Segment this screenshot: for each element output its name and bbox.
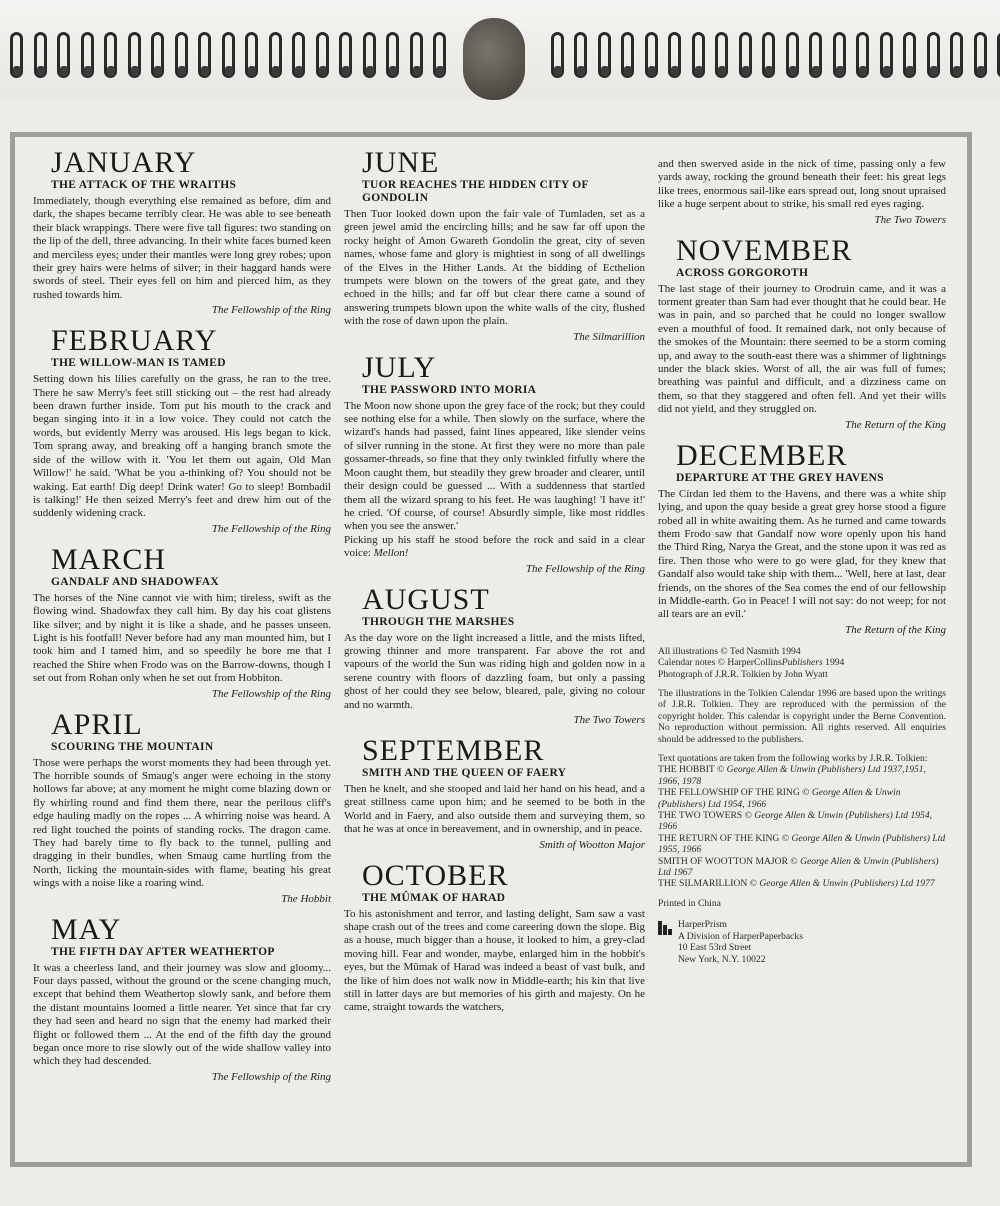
work-title: THE TWO TOWERS © (658, 810, 755, 822)
section-subtitle: DEPARTURE AT THE GREY HAVENS (676, 471, 884, 484)
punch-hole (272, 66, 280, 76)
section-subtitle: ACROSS GORGOROTH (676, 266, 809, 279)
punch-hole (953, 66, 961, 76)
work-title: THE HOBBIT © (658, 764, 727, 776)
punch-hole (225, 66, 233, 76)
credit-printed: Printed in China (658, 897, 721, 909)
work-publisher: George Allen & Unwin (Publishers) Ltd 1955, 1966 (658, 832, 946, 856)
punch-hole (765, 66, 773, 76)
punch-hole (554, 66, 562, 76)
punch-hole (37, 66, 45, 76)
publisher-line: New York, N.Y. 10022 (678, 953, 766, 965)
section-source: Smith of Wootton Major (539, 838, 645, 851)
section-subtitle: THE ATTACK OF THE WRAITHS (51, 179, 237, 191)
section-may (33, 912, 331, 1084)
section-march (33, 542, 331, 701)
punch-hole (624, 66, 632, 76)
harperprism-logo-icon (658, 921, 672, 935)
section-source: The Fellowship of the Ring (525, 562, 645, 575)
credit-calendar-notes-year: 1994 (822, 657, 845, 669)
section-text: The Círdan led them to the Havens, and there was a white ship lying, and upon the quay beside a great grey horse stood a figure robed all in white awaiting them. As he turned and came towards them Frodo saw that Gandalf now wore openly upon his hand the Third Ring, Narya the Great, and the stone upon it was red as fire. Then those who were to go were glad, for they knew that Gandalf also would take ship with them... 'Well, here at last, dear friends, on the shores of the Sea comes the end of our fellowship in Middle-earth. Go in Peace! I will not say: do not weep; for not all tears are an evil.' (658, 487, 946, 621)
punch-hole (718, 66, 726, 76)
month-title: OCTOBER (362, 858, 509, 892)
punch-hole (131, 66, 139, 76)
section-source: The Return of the King (845, 623, 946, 636)
punch-hole (742, 66, 750, 76)
work-title: THE RETURN OF THE KING © (658, 832, 792, 844)
section-october (344, 858, 645, 1015)
punch-hole (812, 66, 820, 76)
punch-hole (648, 66, 656, 76)
section-source: The Return of the King (845, 418, 946, 431)
section-text: The horses of the Nine cannot vie with him; tireless, swift as the flowing wind. Shadowfax they call him. By day his coat glistens like silver; and by night it is like a shade, and he passes unseen. Light is his footfall! Never before had any man mounted him, but I took him and I tamed him, and so speedily he bore me that I reached the Shire when Frodo was on the Barrow-downs, though I set out from Rohan only when he set out from Hobbiton. (33, 591, 331, 685)
credit-calendar-notes-italic: Publishers (781, 657, 823, 669)
credit-calendar-notes (658, 657, 946, 668)
punch-hole (977, 66, 985, 76)
calendar-page (0, 100, 1000, 1206)
punch-hole (413, 66, 421, 76)
publisher-address (678, 919, 803, 965)
works-list (658, 764, 946, 889)
section-subtitle: THE MÛMAK OF HARAD (362, 891, 506, 904)
hanger-hole (463, 18, 525, 100)
work-entry (658, 787, 946, 810)
punch-hole (577, 66, 585, 76)
publisher-block (658, 919, 946, 965)
section-subtitle: THROUGH THE MARSHES (362, 615, 515, 628)
month-title: DECEMBER (676, 438, 848, 472)
work-title: THE SILMARILLION © (658, 878, 760, 890)
work-title: THE FELLOWSHIP OF THE RING © (658, 787, 812, 799)
section-april (33, 707, 331, 906)
section-december (658, 438, 946, 637)
section-text: The Moon now shone upon the grey face of the rock; but they could see nothing else for a while. Then slowly on the surface, where the wizard's hands had passed, faint lines appeared, like slender veins of silver running in the stone. At first they were no more than pale gossamer-threads, so fine that they only twinkled fitfully where the Moon caught them, but steadily they grew broader and clearer, until their design could be guessed ... With a suddenness that startled them all the wizard sprang to his feet. He was laughing! 'I have it!' he cried. 'Of course, of course! Absurdly simple, like most riddles when you see the answer.' (344, 399, 645, 533)
punch-hole (859, 66, 867, 76)
punch-hole (789, 66, 797, 76)
section-text: The last stage of their journey to Orodruin came, and it was a torment greater than Sam had ever thought that he could bear. He was in pain, and so parched that he could no longer swallow even a mouthful of food. It remained dark, not only because of the smokes of the Mountain: there seemed to be a storm coming up, and away to the south-east there was a shimmer of lightnings under the black skies. Worst of all, the air was full of fumes; breathing was painful and difficult, and a dizziness came on them, so that they staggered and often fell. And yet their wills did not yield, and they struggled on. (658, 282, 946, 416)
column-right (658, 158, 946, 965)
credit-photo: Photograph of J.R.R. Tolkien by John Wyatt (658, 668, 828, 680)
punch-hole (930, 66, 938, 76)
punch-hole (154, 66, 162, 76)
work-publisher: George Allen & Unwin (Publishers) Ltd 1954, 1966 (658, 787, 901, 810)
section-text: Setting down his lilies carefully on the grass, he ran to the tree. There he saw Merry's feet still sticking out – the rest had already been drawn further inside. Tom put his mouth to the crack and began singing into it in a low voice. They could not catch the words, but evidently Merry was aroused. His legs began to kick. Tom sprang away, and breaking off a hanging branch smote the side of the willow with it. 'You let them out again, Old Man Willow!' he said. 'What be you a-thinking of? You should not be waking. Eat earth! Dig deep! Drink water! Go to sleep! Bombadil is talking!' He then seized Merry's feet and drew him out of the suddenly widening crack. (33, 373, 331, 520)
credit-copyright: The illustrations in the Tolkien Calendar 1996 are based upon the writings of J.R.R. Tolkien. They are reproduced with the permission of the copyright holder. This calendar is copyright under the Berne Convention. No reproduction without permission. All rights reserved. All enquiries should be addressed to the publishers. (658, 687, 946, 745)
punch-hole (319, 66, 327, 76)
month-title: FEBRUARY (51, 324, 218, 358)
section-text: and then swerved aside in the nick of time, passing only a few yards away, rocking the ground beneath their feet: his great legs like trees, enormous sail-like ears spread out, long snout upraised like a huge serpent about to strike, his small red eyes raging. (658, 158, 946, 211)
month-title: JUNE (362, 146, 440, 179)
month-title: MAY (51, 912, 122, 946)
section-september (344, 733, 645, 852)
section-subtitle: GANDALF AND SHADOWFAX (51, 575, 219, 588)
month-title: AUGUST (362, 582, 490, 616)
section-subtitle: THE WILLOW-MAN IS TAMED (51, 357, 226, 370)
section-source: The Fellowship of the Ring (211, 687, 331, 700)
work-title: SMITH OF WOOTTON MAJOR © (658, 855, 801, 867)
punch-hole (178, 66, 186, 76)
section-subtitle: THE PASSWORD INTO MORIA (362, 383, 537, 396)
section-text: To his astonishment and terror, and lasting delight, Sam saw a vast shape crash out of the trees and come careering down the slope. Big as a house, much bigger than a house, it looked to him, a grey-clad moving hill. Fear and wonder, maybe, enlarged him in the hobbit's eyes, but the Mûmak of Harad was indeed a beast of vast bulk, and the like of him does not walk now in Middle-earth; his kin that live still in latter days are but memories of his girth and majesty. On he came, straight towards the watchers, (344, 907, 645, 1014)
punch-hole (13, 66, 21, 76)
punch-hole (107, 66, 115, 76)
work-entry (658, 833, 946, 856)
punch-hole (695, 66, 703, 76)
punch-hole (836, 66, 844, 76)
punch-hole (389, 66, 397, 76)
punch-hole (248, 66, 256, 76)
section-text: Those were perhaps the worst moments they had been through yet. The horrible sounds of Smaug's anger were echoing in the stony hollows far above; at any moment he might come blazing down or fly whirling round and find them there, near the perilous cliff's edge hauling madly on the ropes ... A whirring noise was heard. A red light touched the points of standing rocks. The dragon came. They had barely time to fly back to the tunnel, pulling and dragging in their bundles, when Smaug came hurtling from the North, licking the mountain-sides with flame, beating his great wings with a noise like a roaring wind. (33, 756, 331, 890)
work-publisher: George Allen & Unwin (Publishers) Ltd 1967 (658, 855, 939, 879)
section-source: The Silmarillion (573, 330, 645, 343)
section-source: The Two Towers (874, 213, 946, 226)
credits-block (658, 646, 946, 965)
section-text: Immediately, though everything else remained as before, dim and dark, the shapes became terribly clear. He was able to see beneath their black wrappings. There were five tall figures: two standing on the lip of the dell, three advancing. In their white faces burned keen and merciless eyes; under their mantles were long grey robes; upon their grey hairs were helms of silver; in their haggard hands were swords of steel. Their eyes fell on him and pierced him, as they rushed towards him. (33, 195, 331, 301)
section-text: It was a cheerless land, and their journey was slow and gloomy... Four days passed, without the ground or the scene changing much, except that behind them Weathertop slowly sank, and before them the distant mountains loomed a little nearer. Yet since that far cry they had seen and heard no sign that the enemy had marked their flight or followed them ... At the end of the fifth day the ground began once more to rise slowly out of the wide shallow valley into which they had descended. (33, 961, 331, 1068)
section-february (33, 326, 331, 535)
work-entry (658, 856, 946, 879)
work-publisher: George Allen & Unwin (Publishers) Ltd 1937,1951, 1966, 1978 (658, 764, 926, 787)
publisher-line: 10 East 53rd Street (678, 942, 752, 954)
credit-quotations-intro: Text quotations are taken from the following works by J.R.R. Tolkien: (658, 753, 928, 764)
section-subtitle: SCOURING THE MOUNTAIN (51, 740, 214, 753)
section-august (344, 582, 645, 727)
section-source: The Fellowship of the Ring (211, 522, 331, 535)
column-middle (344, 148, 645, 1024)
section-subtitle: THE FIFTH DAY AFTER WEATHERTOP (51, 945, 275, 958)
punch-hole (60, 66, 68, 76)
section-text-continued (344, 534, 645, 561)
work-publisher: George Allen & Unwin (Publishers) Ltd 1977 (759, 878, 935, 890)
section-subtitle: SMITH AND THE QUEEN OF FAERY (362, 766, 567, 779)
punch-hole (366, 66, 374, 76)
section-subtitle: TUOR REACHES THE HIDDEN CITY OF GONDOLIN (362, 179, 589, 204)
punch-hole (201, 66, 209, 76)
section-source: The Fellowship of the Ring (211, 304, 331, 317)
month-title: JULY (362, 350, 437, 384)
punch-hole (84, 66, 92, 76)
punch-hole (436, 66, 444, 76)
punch-hole (295, 66, 303, 76)
punch-hole (342, 66, 350, 76)
publisher-line: A Division of HarperPaperbacks (678, 930, 803, 942)
month-title: NOVEMBER (676, 233, 853, 267)
punch-hole (601, 66, 609, 76)
section-june (344, 148, 645, 344)
section-text: As the day wore on the light increased a little, and the mists lifted, growing thinner and more transparent. Far above the rot and vapours of the world the Sun was riding high and golden now in a serene country with floors of dazzling foam, but only a passing ghost of her could they see below, bleared, pale, giving no colour and no warmth. (344, 631, 645, 711)
work-entry (658, 764, 946, 787)
month-title: APRIL (51, 707, 143, 741)
section-january (33, 148, 331, 317)
month-title: JANUARY (51, 146, 197, 179)
section-november (658, 233, 946, 432)
punch-hole (883, 66, 891, 76)
punch-hole (906, 66, 914, 76)
work-entry (658, 810, 946, 833)
password-text: Mellon! (373, 547, 409, 560)
month-title: MARCH (51, 542, 167, 576)
column-left (33, 148, 331, 1093)
credit-illustrations: All illustrations © Ted Nasmith 1994 (658, 645, 801, 657)
work-publisher: George Allen & Unwin (Publishers) Ltd 1954, 1966 (658, 810, 933, 833)
publisher-line: HarperPrism (678, 919, 728, 931)
section-july (344, 350, 645, 576)
month-title: SEPTEMBER (362, 733, 545, 767)
section-october-continued (658, 158, 946, 227)
section-source: The Two Towers (573, 713, 645, 726)
section-text: Then Tuor looked down upon the fair vale of Tumladen, set as a green jewel amid the encircling hills; and he saw far off upon the rocky height of Amon Gwareth Gondolin the great, city of seven names, whose fame and glory is mightiest in song of all dwellings of the Elves in the Hither Lands. At the bidding of Ecthelion trumpets were blown on the towers of the great gate, and they echoed in the hills; and far off but clear there came a sound of answering trumpets blown upon the white walls of the city, flushed with the rose of dawn upon the plain. (344, 208, 645, 328)
credit-calendar-notes-text: Calendar notes © HarperCollins (658, 657, 782, 669)
section-text: Then he knelt, and she stooped and laid her hand on his head, and a great stillness came upon him; and he seemed to be both in the World and in Faery, and also outside them and surveying them, so that he was at once in bereavement, and in ownership, and in peace. (344, 782, 645, 836)
work-entry (658, 878, 946, 889)
section-text-2: Picking up his staff he stood before the rock and said in a clear voice: (344, 533, 645, 560)
section-source: The Fellowship of the Ring (211, 1070, 331, 1083)
section-source: The Hobbit (281, 892, 331, 905)
punch-hole (671, 66, 679, 76)
